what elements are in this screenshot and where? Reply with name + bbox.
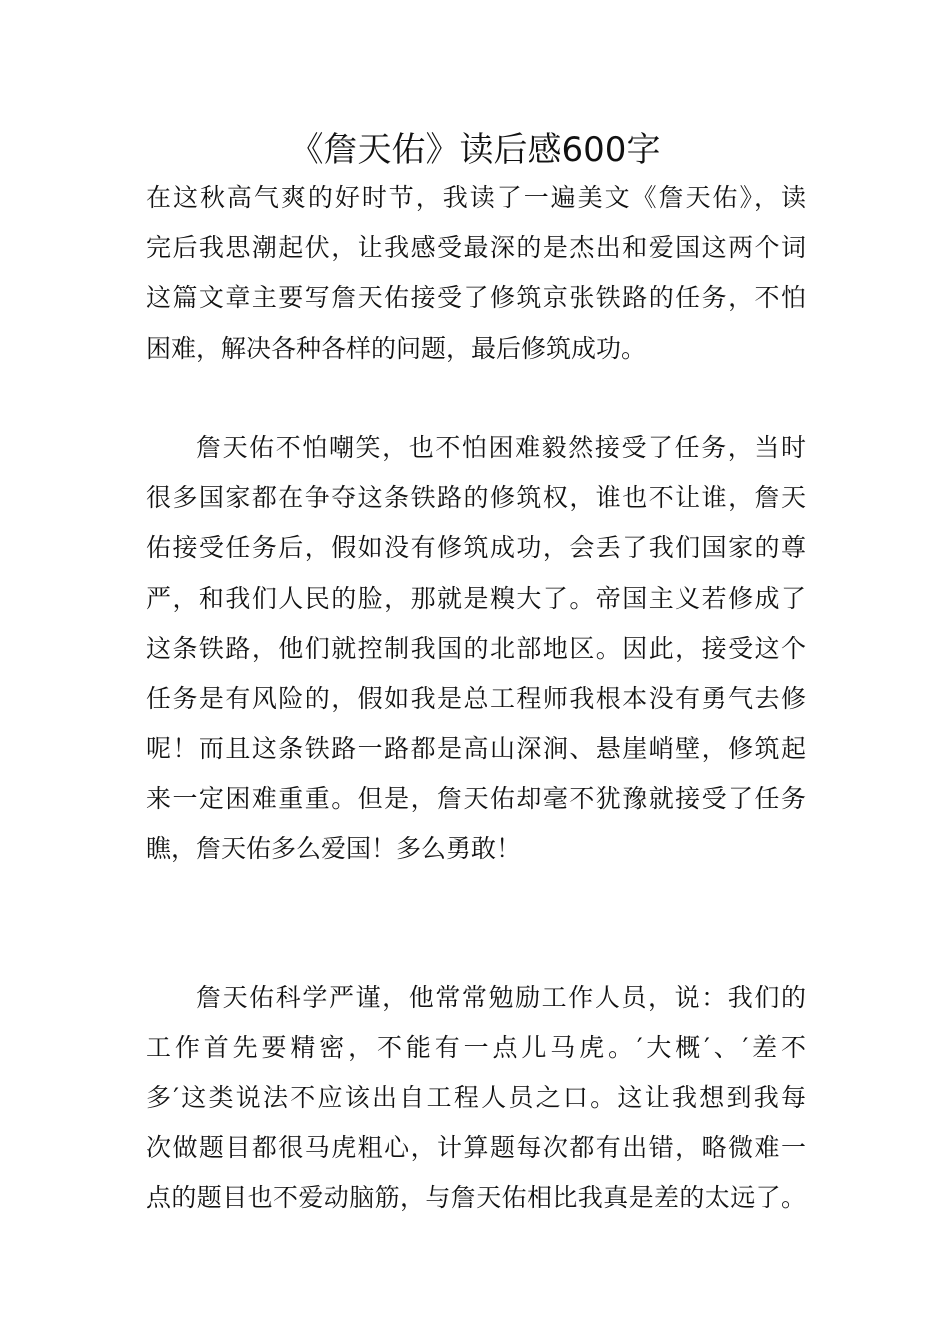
paragraph-line: 点的题目也不爱动脑筋，与詹天佑相比我真是差的太远了。	[146, 1183, 806, 1212]
paragraph-line: 詹天佑不怕嘲笑，也不怕困难毅然接受了任务，当时	[196, 433, 806, 462]
paragraph-line: 呢！而且这条铁路一路都是高山深涧、悬崖峭壁，修筑起	[146, 734, 806, 763]
paragraph-line: 困难，解决各种各样的问题，最后修筑成功。	[146, 334, 647, 363]
paragraph-line: 詹天佑科学严谨，他常常勉励工作人员，说：我们的	[196, 983, 806, 1012]
paragraph-line: 很多国家都在争夺这条铁路的修筑权，谁也不让谁，詹天	[146, 483, 806, 512]
document-title: 《詹天佑》读后感600字	[289, 130, 661, 170]
paragraph-line: 任务是有风险的，假如我是总工程师我根本没有勇气去修	[146, 684, 806, 713]
paragraph-line: 在这秋高气爽的好时节，我读了一遍美文《詹天佑》，读	[146, 183, 806, 212]
paragraph-line: 来一定困难重重。但是，詹天佑却毫不犹豫就接受了任务	[146, 784, 806, 813]
paragraph-line: 瞧，詹天佑多么爱国！多么勇敢！	[146, 834, 522, 863]
paragraph-line: 完后我思潮起伏，让我感受最深的是杰出和爱国这两个词	[146, 233, 806, 262]
paragraph-line: 佑接受任务后，假如没有修筑成功，会丢了我们国家的尊	[146, 533, 806, 562]
paragraph-line: 次做题目都很马虎粗心，计算题每次都有出错，略微难一	[146, 1133, 806, 1162]
paragraph-line: 多′这类说法不应该出自工程人员之口。这让我想到我每	[146, 1083, 806, 1112]
paragraph-line: 工作首先要精密，不能有一点儿马虎。′大概′、′差不	[146, 1033, 806, 1062]
paragraph-line: 这条铁路，他们就控制我国的北部地区。因此，接受这个	[146, 634, 806, 663]
paragraph-line: 这篇文章主要写詹天佑接受了修筑京张铁路的任务，不怕	[146, 283, 806, 312]
paragraph-line: 严，和我们人民的脸，那就是糗大了。帝国主义若修成了	[146, 584, 806, 613]
